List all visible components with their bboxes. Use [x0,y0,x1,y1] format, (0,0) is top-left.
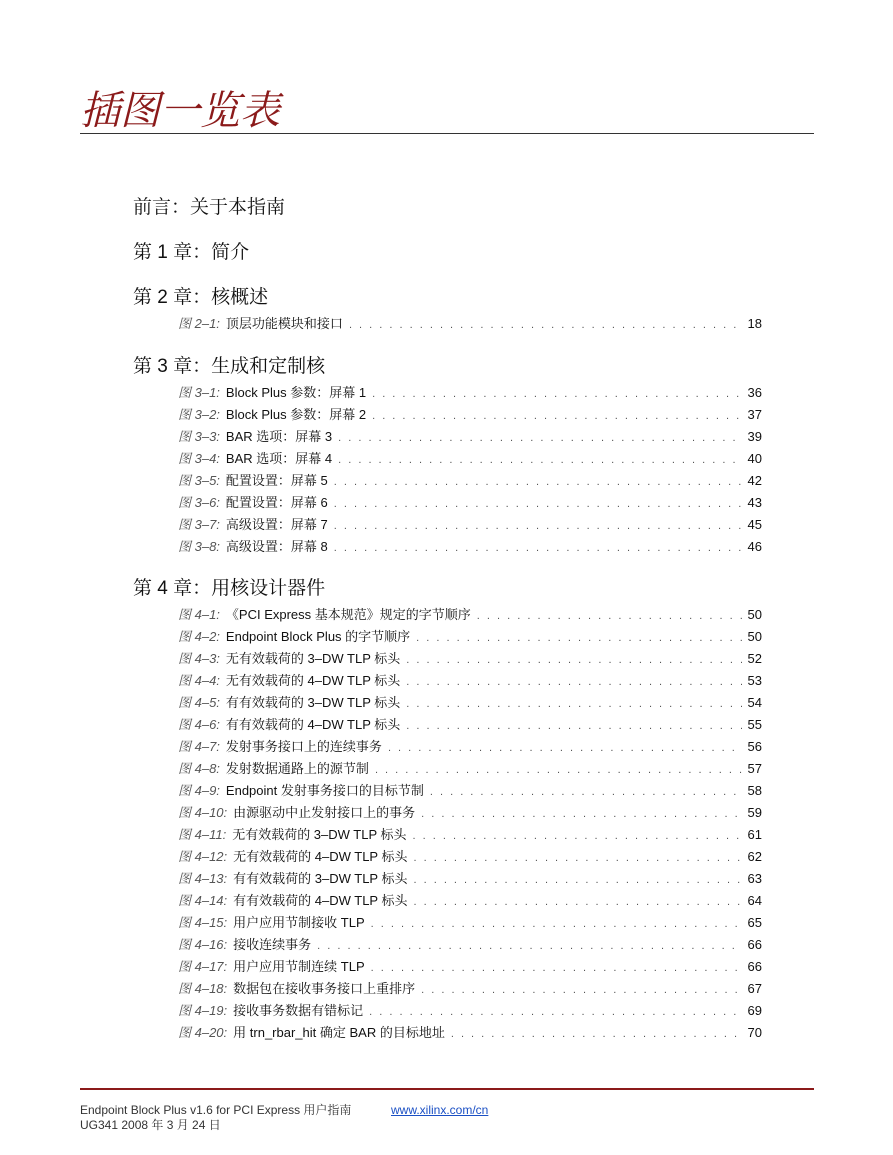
figure-title: 用 trn_rbar_hit 确定 BAR 的目标地址 [233,1025,445,1040]
figure-title: 用户应用节制连续 TLP [233,959,365,974]
figure-title: 由源驱动中止发射接口上的事务 [233,805,416,820]
figure-number: 图 4–10: [178,805,228,820]
toc-entry[interactable] [178,494,762,512]
figure-number: 图 3–4: [178,451,220,466]
dot-leader [317,937,741,955]
figure-number: 图 4–2: [178,629,220,644]
footer-doc-id-date: UG341 2008 年 3 月 24 日 [80,1118,221,1132]
toc-entry[interactable] [178,914,762,932]
page-number: 52 [747,651,762,666]
page-number: 70 [747,1025,762,1040]
figure-title: 高级设置：屏幕 7 [225,517,328,532]
dot-leader [372,407,741,425]
footer-divider [80,1088,814,1090]
toc-entry[interactable] [178,538,762,556]
footer-website-link[interactable]: www.xilinx.com/cn [391,1103,489,1117]
dot-leader [372,385,741,403]
figure-title: 接收连续事务 [233,937,312,952]
page-number: 55 [747,717,762,732]
page-number: 59 [747,805,762,820]
page-number: 69 [747,1003,762,1018]
figure-number: 图 4–11: [178,827,227,842]
page-number: 18 [747,316,762,331]
dot-leader [334,517,742,535]
figure-title: 高级设置：屏幕 8 [225,539,328,554]
toc-entry[interactable] [178,450,762,468]
toc-entry[interactable] [178,738,762,756]
dot-leader [413,871,741,889]
figure-number: 图 4–17: [178,959,228,974]
figure-number: 图 4–3: [178,651,220,666]
toc-entry[interactable] [178,606,762,624]
toc-entry[interactable] [178,848,762,866]
dot-leader [421,981,741,999]
page-title: 插图一览表 [80,89,280,133]
page-number: 53 [747,673,762,688]
figure-title: 《PCI Express 基本规范》规定的字节顺序 [225,607,471,622]
dot-leader [334,473,742,491]
toc-entry[interactable] [178,1002,762,1020]
page-number: 42 [747,473,762,488]
figure-title: 无有效载荷的 3–DW TLP 标头 [225,651,401,666]
dot-leader [406,717,741,735]
figure-number: 图 4–18: [178,981,228,996]
figure-number: 图 3–7: [178,517,220,532]
footer-doc-title: Endpoint Block Plus v1.6 for PCI Express 用户指南 [80,1103,352,1117]
figure-number: 图 4–1: [178,607,220,622]
toc-entry[interactable] [178,315,762,333]
figure-title: BAR 选项：屏幕 4 [225,451,333,466]
page-number: 56 [747,739,762,754]
dot-leader [413,849,741,867]
figure-number: 图 3–8: [178,539,220,554]
toc-entry[interactable] [178,716,762,734]
dot-leader [338,429,741,447]
dot-leader [349,316,742,334]
page-number: 58 [747,783,762,798]
dot-leader [451,1025,742,1043]
dot-leader [371,915,742,933]
page-number: 62 [747,849,762,864]
figure-number: 图 4–12: [178,849,228,864]
dot-leader [416,629,741,647]
dot-leader [375,761,742,779]
page-number: 37 [747,407,762,422]
toc-entry[interactable] [178,628,762,646]
chapter-heading[interactable]: 第 3 章：生成和定制核 [133,356,326,377]
figure-number: 图 4–16: [178,937,228,952]
toc-entry[interactable] [178,672,762,690]
toc-entry[interactable] [178,650,762,668]
toc-entry[interactable] [178,804,762,822]
dot-leader [334,539,742,557]
dot-leader [338,451,741,469]
toc-entry[interactable] [178,936,762,954]
figure-title: 无有效载荷的 4–DW TLP 标头 [233,849,408,864]
dot-leader [413,893,741,911]
figure-number: 图 3–1: [178,385,220,400]
figure-number: 图 3–5: [178,473,220,488]
figure-number: 图 4–7: [178,739,220,754]
page-number: 43 [747,495,762,510]
figure-title: 接收事务数据有错标记 [233,1003,364,1018]
figure-number: 图 3–6: [178,495,220,510]
figure-title: 有有效载荷的 3–DW TLP 标头 [233,871,408,886]
figure-title: 顶层功能模块和接口 [225,316,343,331]
dot-leader [406,651,741,669]
figure-title: 发射数据通路上的源节制 [225,761,369,776]
page-number: 40 [747,451,762,466]
toc-entry[interactable] [178,958,762,976]
chapter-heading[interactable]: 第 2 章：核概述 [133,287,269,308]
dot-leader [369,1003,741,1021]
page-number: 67 [747,981,762,996]
chapter-heading[interactable]: 前言：关于本指南 [133,197,286,218]
page-number: 61 [747,827,762,842]
figure-number: 图 4–4: [178,673,220,688]
page-number: 46 [747,539,762,554]
figure-number: 图 4–15: [178,915,228,930]
page-number: 45 [747,517,762,532]
figure-title: Endpoint 发射事务接口的目标节制 [225,783,424,798]
dot-leader [334,495,742,513]
figure-title: 数据包在接收事务接口上重排序 [233,981,416,996]
figure-number: 图 4–9: [178,783,220,798]
toc-entry[interactable] [178,892,762,910]
figure-title: 用户应用节制接收 TLP [233,915,365,930]
dot-leader [406,695,741,713]
toc-entry[interactable] [178,826,762,844]
figure-title: 配置设置：屏幕 5 [225,473,328,488]
figure-number: 图 3–3: [178,429,220,444]
toc-entry[interactable] [178,694,762,712]
toc-entry[interactable] [178,516,762,534]
figure-number: 图 4–19: [178,1003,228,1018]
figure-title: 配置设置：屏幕 6 [225,495,328,510]
figure-number: 图 2–1: [178,316,220,331]
toc-entry[interactable] [178,760,762,778]
figure-number: 图 4–14: [178,893,228,908]
figure-number: 图 3–2: [178,407,220,422]
figure-title: Block Plus 参数：屏幕 2 [225,407,367,422]
toc-entry[interactable] [178,472,762,490]
page-number: 36 [747,385,762,400]
figure-title: Endpoint Block Plus 的字节顺序 [225,629,411,644]
figure-number: 图 4–13: [178,871,228,886]
figure-title: BAR 选项：屏幕 3 [225,429,333,444]
chapter-heading[interactable]: 第 4 章：用核设计器件 [133,578,326,599]
figure-number: 图 4–20: [178,1025,228,1040]
figure-title: 无有效载荷的 3–DW TLP 标头 [232,827,407,842]
toc-entry[interactable] [178,428,762,446]
figure-number: 图 4–5: [178,695,220,710]
page-number: 54 [747,695,762,710]
figure-title: Block Plus 参数：屏幕 1 [225,385,367,400]
page-number: 57 [747,761,762,776]
page-number: 63 [747,871,762,886]
page-number: 50 [747,629,762,644]
page-number: 66 [747,959,762,974]
page-number: 50 [747,607,762,622]
page-number: 66 [747,937,762,952]
figure-title: 有有效载荷的 4–DW TLP 标头 [225,717,401,732]
figure-title: 发射事务接口上的连续事务 [225,739,382,754]
toc-entry[interactable] [178,406,762,424]
toc-entry[interactable] [178,980,762,998]
figure-title: 有有效载荷的 4–DW TLP 标头 [233,893,408,908]
dot-leader [413,827,742,845]
figure-number: 图 4–8: [178,761,220,776]
toc-entry[interactable] [178,870,762,888]
dot-leader [421,805,741,823]
page-number: 64 [747,893,762,908]
dot-leader [371,959,742,977]
chapter-heading[interactable]: 第 1 章：简介 [133,242,250,263]
toc-entry[interactable] [178,1024,762,1042]
page-number: 65 [747,915,762,930]
figure-title: 无有效载荷的 4–DW TLP 标头 [225,673,401,688]
dot-leader [430,783,742,801]
toc-entry[interactable] [178,782,762,800]
dot-leader [406,673,741,691]
dot-leader [388,739,742,757]
figure-title: 有有效载荷的 3–DW TLP 标头 [225,695,401,710]
toc-entry[interactable] [178,384,762,402]
dot-leader [477,607,742,625]
page-number: 39 [747,429,762,444]
figure-number: 图 4–6: [178,717,220,732]
